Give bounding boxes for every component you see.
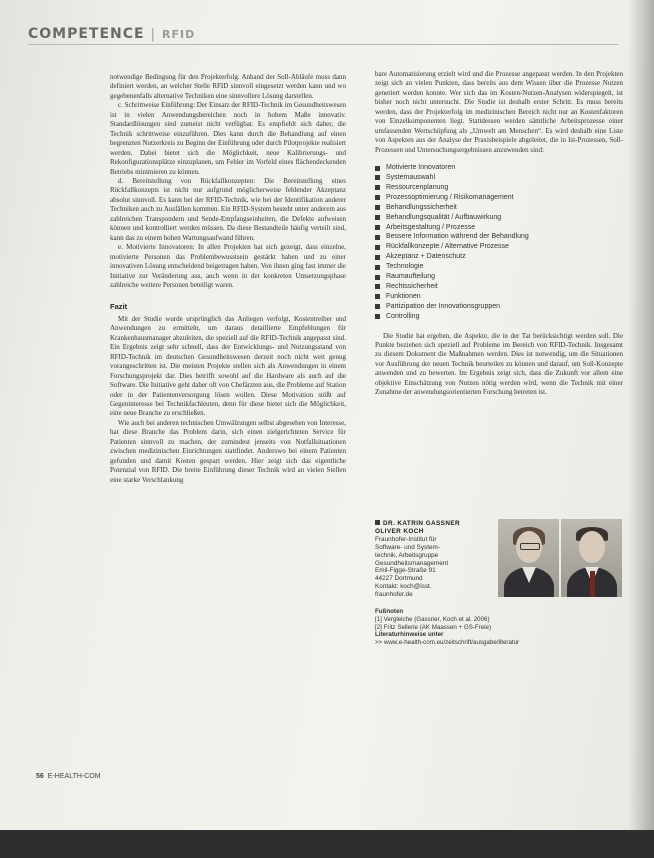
bullet-square-icon [375,195,380,200]
author-institution: Fraunhofer-Institut für Software- und System- technik, Arbeitsgruppe Gesundheitsmanagement Emil-Figge-Straße 91 44227 Dortmund Kontakt: koch@isst. fraunhofer.de [375,535,449,599]
scan-bottom-shadow [0,830,654,858]
list-item: Ressourcenplanung [375,183,623,193]
body-paragraph: bare Automatisierung erzielt wird und die Prozesse angepasst werden. In den Projekten zeigt sich an vielen Punkten, dass bereits aus dem Wissen über die Prozesse Nutzen generiert werden konnte. Wer sich das im Kosten-Nutzen-Analysen widerspiegelt, ist bisher noch nicht untersucht. Die Studie ist deshalb erster Schritt. Es muss bereits werden, dass der Projekterfolg im medizinischen Bereich nicht nur an Kostenfaktoren von Einzelkomponenten liegt. Stattdessen werden sämtliche Arbeitsprozesse einer umfassenden Wertschöpfung als „Umwelt am Menschen“. Es wird deshalb eine Liste von Aspekten aus der Analyse der Praxisbeispiele abgeleitet, die in Ist-Prozessen, Soll-Prozessen und Untersuchungsergebnissen anzuwenden sind: [375,70,623,154]
bullet-square-icon [375,215,380,220]
fazit-heading: Fazit [110,302,128,312]
bullet-square-icon [375,185,380,190]
body-paragraph: d. Bereitstellung von Rückfallkonzepten: Die Bereitstellung eines Rückfallkonzepts ist nicht nur aufgrund möglicherweise fehlender Akzeptanz absolut sinnvoll. Es kann bei der RFID-Technik, wie bei der Identifikation anderer Techniken auch zu Ausfällen kommen. Ein RFID-System besteht unter anderem aus zahlreichen Transpondern und Sende-Empfangseinheiten, die Defekte aufweisen können und kontrolliert werden müssen. Da diese Bestandteile häufig verteilt sind, kann das zu einem hohen Wartungsaufwand führen. [110,176,346,242]
list-item: Partizipation der Innovationsgruppen [375,302,623,312]
list-item: Rechtssicherheit [375,282,623,292]
section-title: COMPETENCE [28,26,145,42]
bullet-square-icon [375,255,380,260]
magazine-name: E-HEALTH-COM [47,773,101,780]
list-item: Behandlungsqualität / Aufbauwirkung [375,213,623,223]
list-item: Motivierte Innovatoren [375,163,623,173]
body-paragraph: Mit der Studie wurde ursprünglich das Anliegen verfolgt, Kostentreiber und Anwendungen zu ermitteln, um daraus detaillierte Empfehlungen für Krankenhausmanager abzuleiten, die speziell auf die RFID-Technik angepasst sind. Ein Ergebnis zeigt sehr schnell, dass der Entwicklungs- und Nutzungsstand von RFID-Technik im deutschen Gesundheitswesen derzeit noch nicht weit genug vorangeschritten ist. Die meisten Projekte stellen sich als Anwendungen in einem Forschungsprojekt dar. Dies betrifft sowohl auf die Hardware als auch auf die Software. Die Initiative geht daher oft von Chefärzten aus, die Probleme auf Station oder in der Patientenversorgung lösen wollen. Diese Motivation stößt auf Gegeninteresse bei Technikfachleuten, denn für diese bietet sich die Möglichkeit, eine neue Branche zu erschließen. [110,314,346,418]
left-column [110,73,346,485]
author-box [375,520,495,599]
section-topic: RFID [162,28,196,41]
page-number: 56 [36,773,44,780]
bullet-square-icon [375,225,380,230]
bullet-square-icon [375,235,380,240]
right-column [375,70,623,398]
bullet-square-icon [375,284,380,289]
list-item: Behandlungssicherheit [375,203,623,213]
section-header [28,26,195,42]
author-photo-man [561,519,622,597]
header-rule [28,44,618,45]
body-paragraph: e. Motivierte Innovatoren: In allen Projekten hat sich gezeigt, dass einzelne, motivierte Personen das Problembewusstsein gestärkt haben und zu einer innovativen Lösung entscheidend beigetragen haben. Von ihnen ging fast immer die Initiative zur Veränderung aus, auch wenn in der konkreten Umsetzungsphase zahlreiche weitere Personen beteiligt waren. [110,243,346,289]
bullet-square-icon [375,265,380,270]
page-edge-shadow [628,0,654,830]
list-item: Bessere Information während der Behandlung [375,232,623,242]
body-paragraph: notwendige Bedingung für den Projekterfolg. Anhand der Soll-Abläufe muss dann definiert werden, an welcher Stelle RFID sinnvoll eingesetzt werden kann und wo gegebenenfalls alternative Techniken eine sinnvollere Lösung darstellen. [110,73,346,100]
bullet-square-icon [375,314,380,319]
list-item: Rückfallkonzepte / Alternative Prozesse [375,242,623,252]
list-item: Prozessoptimierung / Risikomanagement [375,193,623,203]
bullet-square-icon [375,275,380,280]
bullet-square-icon [375,294,380,299]
list-item: Systemauswahl [375,173,623,183]
body-paragraph: Die Studie hat ergeben, die Aspekte, die in der Tat berücksichtigt werden soll. Die Punkte beziehen sich speziell auf Probleme im Bereich von RFID-Technik. Insgesamt zu diesem Dokument die Maßnahmen werden. Dies ist notwendig, um die Situationen vor Ausführung der neuen Technik beurteilen zu können und darauf, um Soll-Konzepte anwenden und zu bewerten. Im Ergebnis zeigt sich, dass die Zukunft vor allem eine objektive Einschätzung von Nutzen nötig werden wird, wenn die Technik mit einer Zunahme der anwendungsorientierten Forschung betreten ist. [375,331,623,397]
bullet-square-icon [375,175,380,180]
author-names: DR. KATRIN GASSNER OLIVER KOCH [375,520,461,535]
section-separator: | [150,27,156,42]
bullet-square-icon [375,245,380,250]
footnotes-heading: Fußnoten [375,608,404,615]
author-photos [498,519,622,597]
body-paragraph: c. Schrittweise Einführung: Der Einsatz der RFID-Technik im Gesundheitswesen ist in vielen Anwendungsbereichen noch in hohem Maße innovativ. Standardlösungen sind zumeist nicht verfügbar. Es empfiehlt sich daher, die Technik schrittweise einzuführen. Dies kann durch die Behandlung auf einen begrenzten Nutzerkreis zu Beginn der Einführung oder durch Pilotprojekte realisiert werden. Dabei bietet sich die Möglichkeit, neue Kalibrierungs- und Rekonfigurationsplätze einzuplanen, um Fehler im Vorfeld eines flächendeckenden Betriebs minimieren zu können. [110,101,346,176]
page-folio [36,773,101,780]
body-paragraph: Wie auch bei anderen technischen Umwälzungen selbst abgesehen von Interesse, hat diese Branche das Problem darin, sich einen zielgerichteten Service für Patienten sinnvoll zu machen, der zumindest jenseits von Notfallsituationen zwischen medizinischen Einrichtungen stattfindet. Anderswo bei einem Patienten gefunden und damit Kosten gespart werden. Hier zeigt sich das eigentliche Potenzial von RFID. Die breite Einführung dieser Technik wird an vielen Stellen eine starke Verschlankung [110,418,346,484]
list-item: Technologie [375,262,623,272]
sources-url[interactable]: >> www.e-health-com.eu/zeitschrift/ausgabe/literatur [375,639,520,647]
footnote-item: [2] Fritz Sellerie (AK Maassen + GS-Freie) [375,623,492,631]
list-item: Arbeitsgestaltung / Prozesse [375,223,623,233]
sources-heading: Literaturhinweise unter [375,631,444,639]
bullet-square-icon [375,166,380,171]
bullet-square-icon [375,304,380,309]
author-photo-woman [498,519,559,597]
bullet-square-icon [375,205,380,210]
footnote-item: [1] Vergleiche (Gassner, Koch et al. 2006) [375,615,490,623]
bullet-square-icon [375,520,380,525]
list-item: Akzeptanz + Datenschutz [375,252,623,262]
aspect-list [375,163,623,322]
list-item: Funktionen [375,292,623,302]
list-item: Raumaufteilung [375,272,623,282]
list-item: Controlling [375,312,623,322]
footnotes [375,608,625,647]
